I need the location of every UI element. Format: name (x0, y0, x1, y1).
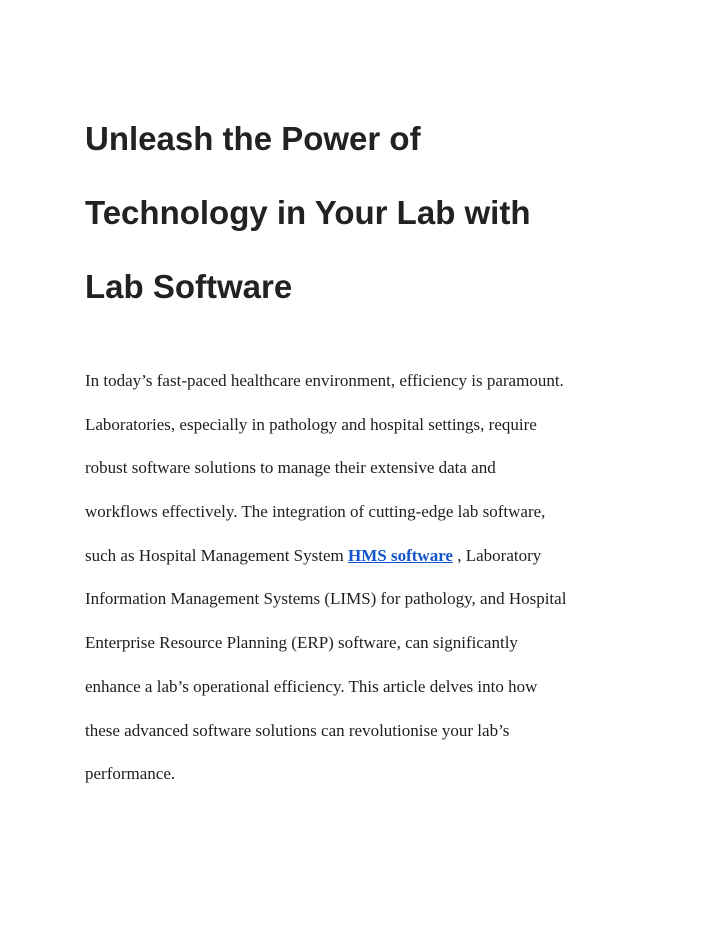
body-line: performance. (85, 764, 176, 784)
body-line: workflows effectively. The integration of cutting-edge lab software, (85, 502, 546, 522)
title-line: Lab Software (85, 268, 293, 305)
body-line: robust software solutions to manage their extensive data and (85, 458, 496, 478)
body-line: Information Management Systems (LIMS) for pathology, and Hospital (85, 589, 567, 609)
body-line: these advanced software solutions can revolutionise your lab’s (85, 720, 510, 740)
body-line: Laboratories, especially in pathology and hospital settings, require (85, 414, 537, 434)
body-line: enhance a lab’s operational efficiency. This article delves into how (85, 676, 538, 696)
hms-software-link[interactable]: HMS software (348, 545, 453, 565)
body-text-after-link: , Laboratory (452, 545, 542, 565)
article-title (85, 102, 685, 324)
body-text-before-link: such as Hospital Management System (85, 545, 348, 565)
body-line-with-link (85, 534, 685, 578)
article-body (85, 359, 685, 796)
title-line: Unleash the Power of (85, 120, 421, 157)
title-line: Technology in Your Lab with (85, 194, 531, 231)
body-line: Enterprise Resource Planning (ERP) software, can significantly (85, 633, 518, 653)
body-line: In today’s fast-paced healthcare environment, efficiency is paramount. (85, 371, 564, 390)
